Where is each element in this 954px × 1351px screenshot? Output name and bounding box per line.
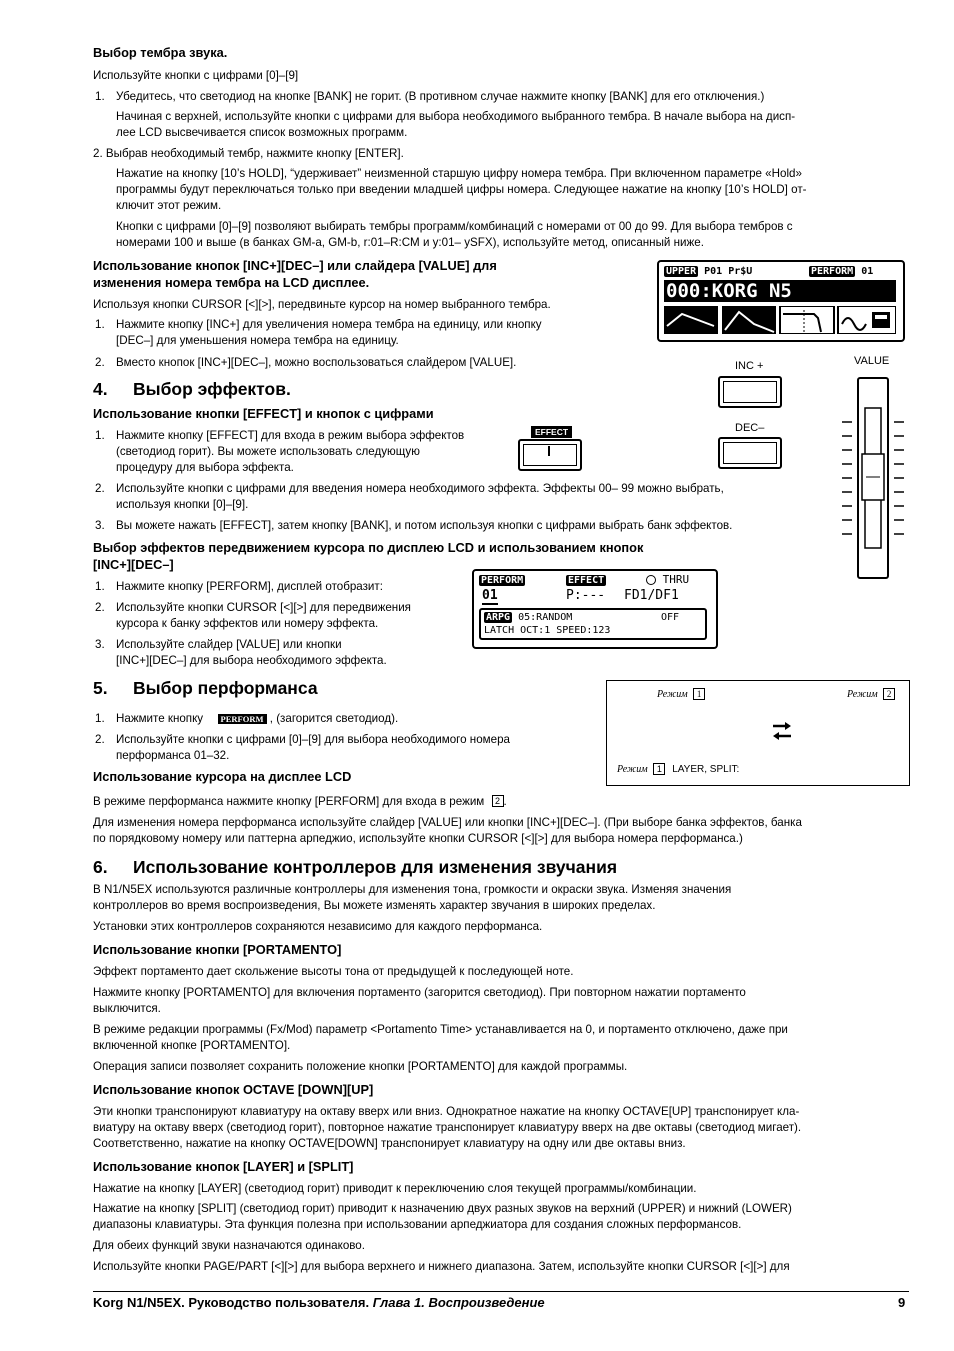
step-text-post: , (загорится светодиод). xyxy=(269,712,399,725)
section-number: 6. xyxy=(93,857,108,877)
paragraph: включенной кнопке [PORTAMENTO]. xyxy=(93,1039,291,1052)
paragraph: Установки этих контроллеров сохраняются независимо для каждого перформанса. xyxy=(93,920,543,933)
step-text: [DEC–] для уменьшения номера тембра на единицу. xyxy=(116,334,399,347)
paragraph: Начиная с верхней, используйте кнопки с цифрами для выбора необходимого выбранного тембра. В начале выбора на дисп- xyxy=(116,110,796,123)
lcd-display-perform xyxy=(472,569,718,649)
arpg-state: OFF xyxy=(661,612,680,623)
effect-program: P:--- xyxy=(566,588,606,603)
mode-label: Режим xyxy=(847,689,878,700)
step-text: Используйте кнопки с цифрами [0]–[9] для выбора необходимого номера xyxy=(116,733,510,746)
step-text: Нажмите кнопку [PERFORM], дисплей отобразит: xyxy=(116,580,383,593)
subsection-title: Использование кнопки [PORTAMENTO] xyxy=(93,942,342,957)
effect-type: FD1/DF1 xyxy=(624,588,679,603)
switch-arrows-icon xyxy=(771,721,793,746)
period: . xyxy=(503,795,507,808)
mode-description: LAYER, SPLIT: xyxy=(672,764,740,775)
paragraph: Операция записи позволяет сохранить положение кнопки [PORTAMENTO] для каждой программы. xyxy=(93,1060,628,1073)
perform-indicator: PERFORM xyxy=(811,266,854,277)
perform-button-icon: PERFORM xyxy=(218,714,267,724)
paragraph: Для изменения номера перформанса используйте слайдер [VALUE] или кнопки [INC+][DEC–]. (При выборе банка эффектов, банка xyxy=(93,816,802,829)
step-number: 1. xyxy=(95,90,105,103)
effect-button-label: EFFECT xyxy=(531,426,572,438)
step-text: используя кнопки [0]–[9]. xyxy=(116,498,249,511)
paragraph xyxy=(93,794,507,810)
paragraph: контроллеров во время воспроизведения, Вы можете изменять характер звучания в широких пределах. xyxy=(93,899,656,912)
effect-button[interactable] xyxy=(518,439,582,471)
paragraph: диапазоны клавиатуры. Эта функция полезна при использовании арпеджиатора для создания сложных перформансов. xyxy=(93,1218,742,1231)
inc-label: INC + xyxy=(735,360,764,372)
footer-chapter: Глава 1. Воспроизведение xyxy=(372,1295,545,1310)
step-number: 2. xyxy=(95,482,105,495)
paragraph: номерами 100 и выше (в банках GM-a, GM-b, r:01–R:CM и y:01– ySFX), используйте метод, описанный ниже. xyxy=(116,236,704,249)
paragraph: В N1/N5EX используются различные контроллеры для изменения тона, громкости и окраски звука. Изменяя значения xyxy=(93,883,732,896)
program-name-short: Pr$U xyxy=(728,266,753,277)
paragraph: Кнопки с цифрами [0]–[9] позволяют выбирать тембры программ/комбинаций с номерами от 00 до 99. Для выбора тембров с xyxy=(116,220,793,233)
mode-1-box: 1 xyxy=(693,688,705,700)
step-text: курсора к банку эффектов или номеру эффекта. xyxy=(116,617,379,630)
step-text-pre: Нажмите кнопку xyxy=(116,712,204,725)
paragraph: лее LCD высвечивается список возможных программ. xyxy=(116,126,408,139)
perform-number: 01 xyxy=(482,588,498,603)
paragraph: Для обеих функций звуки назначаются одинаково. xyxy=(93,1239,365,1252)
inc-button[interactable] xyxy=(718,376,782,408)
step-number: 2. xyxy=(95,601,105,614)
step-text: процедуру для выбора эффекта. xyxy=(116,461,294,474)
section-number: 4. xyxy=(93,379,108,399)
mode-diagram xyxy=(606,680,910,786)
value-slider[interactable] xyxy=(838,376,910,580)
arpg-pattern: 05:RANDOM xyxy=(518,612,573,623)
paragraph: Эффект портаменто дает скольжение высоты тона от предыдущей к последующей ноте. xyxy=(93,965,574,978)
section-title-tembr: Выбор тембра звука. xyxy=(93,45,228,60)
step-text: Нажмите кнопку [EFFECT] для входа в режим выбора эффектов xyxy=(116,429,465,442)
mode-2-box: 2 xyxy=(492,795,504,807)
paragraph: Нажмите кнопку [PORTAMENTO] для включения портаменто (загорится светодиод). При повторном нажатии портаменто xyxy=(93,986,746,999)
step-text: Используйте кнопки с цифрами для введения номера необходимого эффекта. Эффекты 00– 99 можно выбрать, xyxy=(116,482,724,495)
step-number: 2. xyxy=(95,356,105,369)
dec-button[interactable] xyxy=(718,437,782,469)
dec-label: DEC– xyxy=(735,422,765,434)
step-number: 1. xyxy=(95,318,105,331)
step-text: Нажмите кнопку [INC+] для увеличения номера тембра на единицу, или кнопку xyxy=(116,318,542,331)
section-title: Использование контроллеров для изменения звучания xyxy=(133,857,618,877)
subsection-title: Использование курсора на дисплее LCD xyxy=(93,769,352,784)
paragraph: Нажатие на кнопку [LAYER] (светодиод горит) приводит к переключению слоя текущей программы/комбинации. xyxy=(93,1182,697,1195)
step-number: 1. xyxy=(95,429,105,442)
paragraph: Эти кнопки транспонируют клавиатуру на октаву вверх или вниз. Однократное нажатие на кнопку OCTAVE[UP] транспонирует кла- xyxy=(93,1105,800,1118)
perform-number: 01 xyxy=(861,266,874,277)
subsection-title: Использование кнопок [INC+][DEC–] или слайдера [VALUE] для xyxy=(93,258,497,273)
page-number: 9 xyxy=(898,1295,906,1310)
footer-title xyxy=(93,1295,545,1311)
step-text: Используйте слайдер [VALUE] или кнопки xyxy=(116,638,342,651)
step-text: Используйте кнопки CURSOR [<][>] для передвижения xyxy=(116,601,411,614)
mode-2-box: 2 xyxy=(883,688,895,700)
step-number: 2. xyxy=(95,733,105,746)
section-title: Выбор эффектов. xyxy=(133,379,291,399)
paragraph: ключит этот режим. xyxy=(116,199,222,212)
paragraph: программы будут переключаться только при введении младшей цифры номера. Следующее нажатие на кнопку [10’s HOLD] от- xyxy=(116,183,807,196)
step-text: (светодиод горит). Вы можете использовать следующую xyxy=(116,445,420,458)
lcd-graphics xyxy=(664,306,896,334)
mode-label: Режим xyxy=(657,689,688,700)
step-text: перформанса 01–32. xyxy=(116,749,230,762)
subsection-title: изменения номера тембра на LCD дисплее. xyxy=(93,275,370,290)
subsection-title: Выбор эффектов передвижением курсора по дисплею LCD и использованием кнопок xyxy=(93,540,644,555)
paragraph: выключится. xyxy=(93,1002,161,1015)
paragraph: В режиме редакции программы (Fx/Mod) параметр <Portamento Time> устанавливается на 0, и портаменто отключено, даже при xyxy=(93,1023,788,1036)
effect-indicator: EFFECT xyxy=(568,575,605,586)
paragraph: Используйте кнопки PAGE/PART [<][>] для выбора верхнего и нижнего диапазона. Затем, используйте кнопки CURSOR [<][>] для xyxy=(93,1260,790,1273)
paragraph: Используя кнопки CURSOR [<][>], передвиньте курсор на номер выбранного тембра. xyxy=(93,298,551,311)
led-indicator xyxy=(548,446,550,456)
paragraph: Соответственно, нажатие на кнопку OCTAVE[DOWN] транспонирует клавиатуру на одну или две октавы вниз. xyxy=(93,1137,686,1150)
step-text: Убедитесь, что светодиод на кнопке [BANK] не горит. (В противном случае нажмите кнопку [BANK] для его отключения.) xyxy=(116,90,765,103)
program-main-name: 000:KORG N5 xyxy=(664,280,896,302)
program-bank: P01 xyxy=(704,266,723,277)
step-text: Вместо кнопок [INC+][DEC–], можно воспользоваться слайдером [VALUE]. xyxy=(116,356,517,369)
value-label: VALUE xyxy=(854,355,890,367)
upper-indicator: UPPER xyxy=(666,266,697,277)
thru-label: THRU xyxy=(662,573,690,586)
subsection-title: Использование кнопок OCTAVE [DOWN][UP] xyxy=(93,1082,374,1097)
step-text: Вы можете нажать [EFFECT], затем кнопку [BANK], и потом используя кнопки с цифрами выбрать банк эффектов. xyxy=(116,519,733,532)
step-number: 1. xyxy=(95,580,105,593)
paragraph: по порядковому номеру или паттерна арпеджио, используйте кнопки CURSOR [<][>] для выбора номера перформанса.) xyxy=(93,832,743,845)
footer-manual-name: Korg N1/N5EX. Руководство пользователя. xyxy=(93,1295,370,1310)
mode-label: Режим xyxy=(617,764,648,775)
thru-circle-icon xyxy=(646,575,656,585)
subsection-title: Использование кнопок [LAYER] и [SPLIT] xyxy=(93,1159,354,1174)
subsection-title: [INC+][DEC–] xyxy=(93,557,174,572)
perform-indicator: PERFORM xyxy=(481,575,524,586)
lcd-display-program xyxy=(657,260,905,342)
arpeggio-panel xyxy=(479,608,707,640)
subsection-title: Использование кнопки [EFFECT] и кнопок с цифрами xyxy=(93,406,434,421)
paragraph: Используйте кнопки с цифрами [0]–[9] xyxy=(93,69,299,82)
paragraph: Нажатие на кнопку [SPLIT] (светодиод горит) приводит к назначению двух разных звуков на верхний (UPPER) и нижний (LOWER) xyxy=(93,1202,792,1215)
mode-1-box: 1 xyxy=(653,763,665,775)
step-number: 3. xyxy=(95,519,105,532)
step-text: 2. Выбрав необходимый тембр, нажмите кнопку [ENTER]. xyxy=(93,147,404,160)
section-title: Выбор перформанса xyxy=(133,678,318,698)
section-number: 5. xyxy=(93,678,108,698)
arpg-params: LATCH OCT:1 SPEED:123 xyxy=(484,625,611,636)
arpg-indicator: ARPG xyxy=(486,612,511,623)
paragraph: виатуру на октаву вверх (светодиод горит), повторное нажатие транспонирует клавиатуру вверх на две октавы (светодиод мигает). xyxy=(93,1121,802,1134)
step-number: 3. xyxy=(95,638,105,651)
paragraph: Нажатие на кнопку [10’s HOLD], “удерживает” неизменной старшую цифру номера тембра. При включенном параметре «Hold» xyxy=(116,167,802,180)
step-number: 1. xyxy=(95,712,105,725)
step-text: [INC+][DEC–] для выбора необходимого эффекта. xyxy=(116,654,387,667)
footer-rule xyxy=(93,1291,909,1292)
paragraph-text: В режиме перформанса нажмите кнопку [PERFORM] для входа в режим xyxy=(93,795,485,808)
step-text xyxy=(116,711,398,727)
